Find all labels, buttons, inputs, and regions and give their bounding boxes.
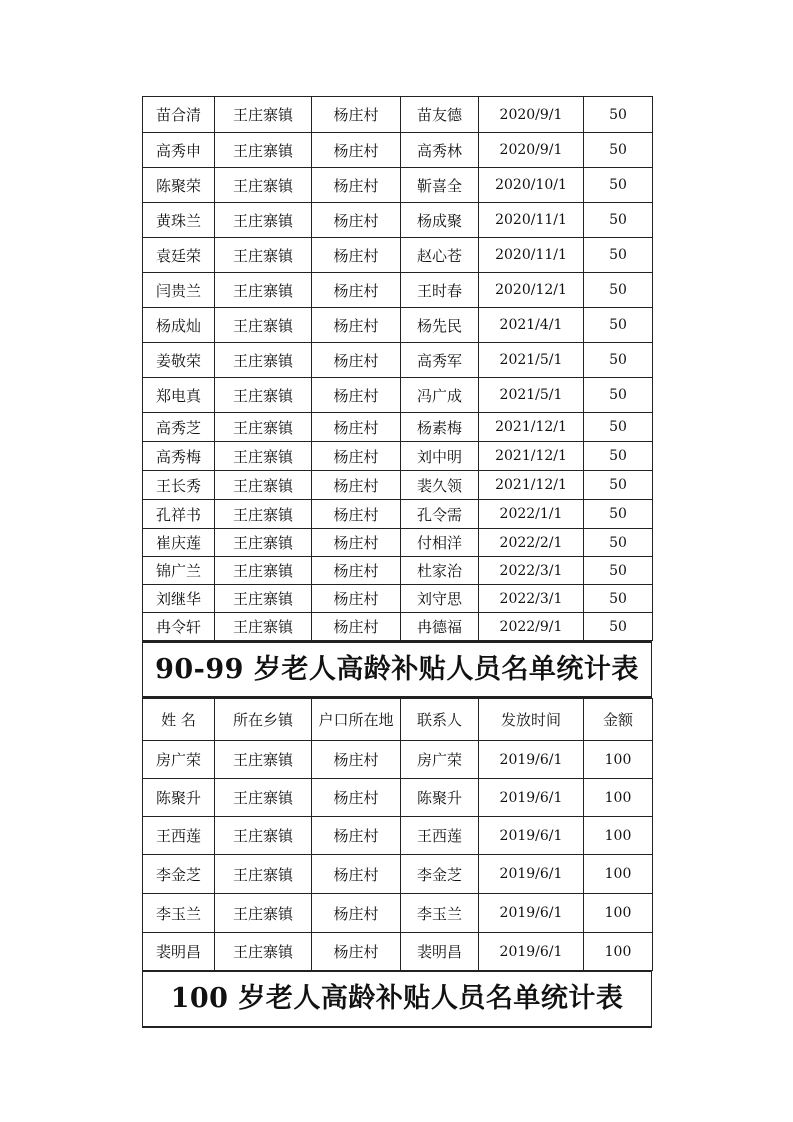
table-row [143,168,653,203]
cell-contact: 刘中明 [401,442,479,471]
cell-contact: 房广荣 [401,741,479,779]
cell-date: 2021/4/1 [479,308,584,343]
cell-household: 杨庄村 [312,529,401,557]
cell-date: 2022/1/1 [479,500,584,529]
table-row [143,273,653,308]
cell-date: 2020/9/1 [479,133,584,168]
cell-town: 王庄寨镇 [215,238,312,273]
cell-name: 孔祥书 [143,500,215,529]
header-name: 姓 名 [143,699,215,741]
cell-amount: 50 [584,471,653,500]
cell-household: 杨庄村 [312,238,401,273]
cell-date: 2021/12/1 [479,413,584,442]
table-row [143,238,653,273]
cell-name: 闫贵兰 [143,273,215,308]
table-50-body [143,97,653,641]
cell-contact: 李金芝 [401,855,479,894]
cell-date: 2021/5/1 [479,378,584,413]
cell-household: 杨庄村 [312,343,401,378]
cell-name: 刘继华 [143,585,215,613]
title-100: 100 岁老人高龄补贴人员名单统计表 [142,970,652,1028]
cell-town: 王庄寨镇 [215,817,312,855]
cell-name: 裴明昌 [143,933,215,971]
cell-contact: 冯广成 [401,378,479,413]
cell-town: 王庄寨镇 [215,894,312,933]
cell-amount: 50 [584,273,653,308]
cell-town: 王庄寨镇 [215,378,312,413]
cell-date: 2021/5/1 [479,343,584,378]
cell-contact: 杨先民 [401,308,479,343]
cell-town: 王庄寨镇 [215,168,312,203]
table-row [143,585,653,613]
table-row [143,378,653,413]
cell-town: 王庄寨镇 [215,203,312,238]
cell-household: 杨庄村 [312,500,401,529]
cell-contact: 王西莲 [401,817,479,855]
cell-contact: 冉德福 [401,613,479,641]
header-amount: 金额 [584,699,653,741]
cell-town: 王庄寨镇 [215,933,312,971]
cell-contact: 杜家治 [401,557,479,585]
cell-date: 2021/12/1 [479,471,584,500]
table-row [143,855,653,894]
cell-amount: 50 [584,585,653,613]
cell-name: 姜敬荣 [143,343,215,378]
cell-household: 杨庄村 [312,855,401,894]
cell-amount: 50 [584,203,653,238]
cell-household: 杨庄村 [312,779,401,817]
cell-contact: 杨素梅 [401,413,479,442]
cell-town: 王庄寨镇 [215,413,312,442]
cell-date: 2020/9/1 [479,97,584,133]
table-row [143,308,653,343]
table-row [143,500,653,529]
cell-town: 王庄寨镇 [215,308,312,343]
cell-household: 杨庄村 [312,817,401,855]
cell-contact: 裴久领 [401,471,479,500]
cell-household: 杨庄村 [312,557,401,585]
cell-town: 王庄寨镇 [215,741,312,779]
cell-date: 2022/3/1 [479,557,584,585]
cell-name: 房广荣 [143,741,215,779]
cell-name: 苗合清 [143,97,215,133]
cell-household: 杨庄村 [312,168,401,203]
cell-contact: 高秀林 [401,133,479,168]
cell-name: 王西莲 [143,817,215,855]
cell-date: 2019/6/1 [479,894,584,933]
cell-town: 王庄寨镇 [215,273,312,308]
subsidy-document [142,96,652,1028]
cell-town: 王庄寨镇 [215,557,312,585]
table-row [143,133,653,168]
cell-name: 郑电真 [143,378,215,413]
table-row [143,817,653,855]
cell-contact: 赵心苍 [401,238,479,273]
cell-household: 杨庄村 [312,613,401,641]
cell-name: 黄珠兰 [143,203,215,238]
cell-name: 高秀申 [143,133,215,168]
cell-household: 杨庄村 [312,741,401,779]
cell-date: 2019/6/1 [479,855,584,894]
cell-amount: 50 [584,613,653,641]
cell-town: 王庄寨镇 [215,500,312,529]
cell-name: 杨成灿 [143,308,215,343]
cell-name: 陈聚荣 [143,168,215,203]
cell-date: 2020/10/1 [479,168,584,203]
table-row [143,529,653,557]
header-town: 所在乡镇 [215,699,312,741]
cell-amount: 50 [584,133,653,168]
cell-amount: 50 [584,557,653,585]
cell-amount: 100 [584,933,653,971]
header-household: 户口所在地 [312,699,401,741]
cell-date: 2019/6/1 [479,741,584,779]
cell-amount: 50 [584,500,653,529]
cell-date: 2019/6/1 [479,817,584,855]
cell-household: 杨庄村 [312,442,401,471]
cell-date: 2022/3/1 [479,585,584,613]
cell-amount: 50 [584,308,653,343]
cell-town: 王庄寨镇 [215,613,312,641]
cell-amount: 50 [584,529,653,557]
cell-household: 杨庄村 [312,308,401,343]
table-row [143,557,653,585]
cell-date: 2021/12/1 [479,442,584,471]
cell-amount: 50 [584,97,653,133]
cell-contact: 李玉兰 [401,894,479,933]
cell-amount: 50 [584,343,653,378]
cell-amount: 50 [584,442,653,471]
cell-contact: 王时春 [401,273,479,308]
cell-town: 王庄寨镇 [215,133,312,168]
cell-date: 2020/12/1 [479,273,584,308]
table-row [143,933,653,971]
cell-town: 王庄寨镇 [215,585,312,613]
header-row [143,699,653,741]
cell-date: 2019/6/1 [479,779,584,817]
cell-household: 杨庄村 [312,413,401,442]
cell-amount: 50 [584,238,653,273]
cell-amount: 50 [584,378,653,413]
cell-household: 杨庄村 [312,378,401,413]
cell-town: 王庄寨镇 [215,529,312,557]
table-row [143,97,653,133]
cell-contact: 刘守思 [401,585,479,613]
cell-household: 杨庄村 [312,203,401,238]
cell-amount: 50 [584,413,653,442]
cell-name: 袁廷荣 [143,238,215,273]
cell-town: 王庄寨镇 [215,471,312,500]
table-row [143,613,653,641]
cell-name: 高秀芝 [143,413,215,442]
cell-name: 李玉兰 [143,894,215,933]
cell-household: 杨庄村 [312,133,401,168]
table-90-99-body [143,741,653,971]
cell-amount: 100 [584,817,653,855]
cell-name: 李金芝 [143,855,215,894]
title-90-99: 90-99 岁老人高龄补贴人员名单统计表 [142,641,652,698]
cell-town: 王庄寨镇 [215,97,312,133]
cell-town: 王庄寨镇 [215,855,312,894]
cell-date: 2020/11/1 [479,203,584,238]
cell-date: 2019/6/1 [479,933,584,971]
cell-contact: 裴明昌 [401,933,479,971]
cell-town: 王庄寨镇 [215,442,312,471]
header-date: 发放时间 [479,699,584,741]
cell-contact: 高秀军 [401,343,479,378]
cell-contact: 付相洋 [401,529,479,557]
cell-contact: 孔令需 [401,500,479,529]
cell-contact: 苗友德 [401,97,479,133]
cell-name: 高秀梅 [143,442,215,471]
header-contact: 联系人 [401,699,479,741]
table-row [143,442,653,471]
cell-household: 杨庄村 [312,97,401,133]
cell-contact: 靳喜全 [401,168,479,203]
cell-contact: 陈聚升 [401,779,479,817]
cell-name: 冉令轩 [143,613,215,641]
cell-contact: 杨成聚 [401,203,479,238]
cell-household: 杨庄村 [312,894,401,933]
table-50-continuation [142,96,653,641]
cell-household: 杨庄村 [312,471,401,500]
cell-date: 2022/2/1 [479,529,584,557]
table-row [143,203,653,238]
cell-amount: 100 [584,741,653,779]
table-row [143,413,653,442]
cell-amount: 100 [584,779,653,817]
cell-town: 王庄寨镇 [215,779,312,817]
cell-name: 王长秀 [143,471,215,500]
table-row [143,894,653,933]
cell-name: 崔庆莲 [143,529,215,557]
cell-amount: 50 [584,168,653,203]
cell-name: 陈聚升 [143,779,215,817]
cell-household: 杨庄村 [312,273,401,308]
table-90-99 [142,698,653,971]
cell-household: 杨庄村 [312,933,401,971]
table-row [143,779,653,817]
cell-name: 锦广兰 [143,557,215,585]
table-row [143,343,653,378]
cell-household: 杨庄村 [312,585,401,613]
cell-town: 王庄寨镇 [215,343,312,378]
cell-date: 2022/9/1 [479,613,584,641]
cell-amount: 100 [584,894,653,933]
cell-amount: 100 [584,855,653,894]
table-row [143,741,653,779]
table-row [143,471,653,500]
cell-date: 2020/11/1 [479,238,584,273]
